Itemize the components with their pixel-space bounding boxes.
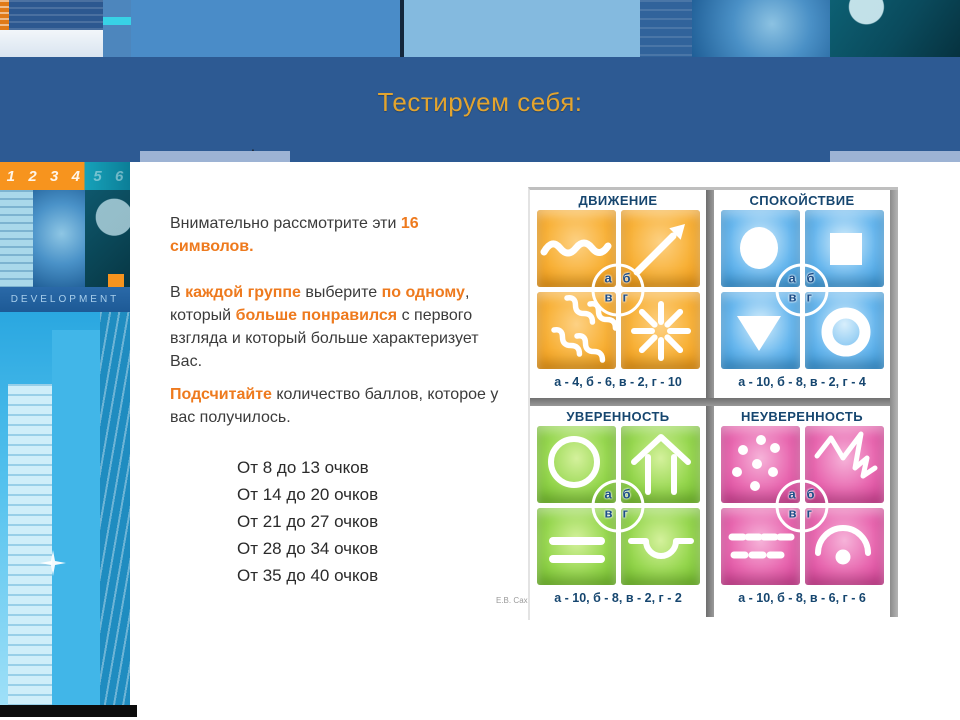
text-segment: с первого взгляда и который больше характеризует Вас. [170,307,479,370]
banner-slice-navy [640,0,692,57]
sidebar-number: 4 [71,167,81,185]
badge-letter: г [806,289,812,304]
score-range-row: От 8 до 13 очков [237,458,369,477]
author-watermark: Е.В. Сах [496,596,528,605]
group-title: УВЕРЕННОСТЬ [566,409,670,424]
symbol-group-calmness [714,190,890,389]
score-range-row: От 14 до 20 очков [237,485,379,504]
badge-letter: б [622,486,631,501]
symbol-group-insecurity [714,406,890,605]
sidebar-collage [0,162,130,705]
sidebar-number: 3 [50,167,59,185]
badge-letter: б [622,270,631,285]
score-range-row: От 21 до 27 очков [237,512,379,531]
badge-letter: а [604,270,612,285]
badge-letter: в [788,289,797,304]
accent-text: по одному [381,284,465,301]
banner-slice-cyan-accent [103,17,131,25]
badge-letter: а [788,486,796,501]
accent-text: 16 символов. [170,215,419,255]
sidebar-number: 1 [6,167,15,185]
sidebar-photo-band [0,190,130,287]
badge-letter: в [788,505,797,520]
banner-slice-orange-corner [0,0,9,30]
badge-letter: а [788,270,796,285]
symbol-group-confidence [530,406,706,605]
tower-left-facade [8,384,52,705]
symbols-test-image [528,187,898,620]
equipment-photo [0,190,33,287]
accent-text: больше понравился [235,307,398,324]
stray-dot: . [251,138,255,154]
sidebar-bottom-strip [0,705,137,717]
score-range-row: От 28 до 34 очков [237,539,379,558]
banner-slice-face-photo [692,0,830,57]
badge-letter: а [604,486,612,501]
banner-slice-light-lattice [404,0,640,57]
face-photo [33,190,85,287]
score-ranges-list [237,454,378,589]
banner-slice-white-strip [0,30,103,57]
group-score: а - 10, б - 8, в - 6, г - 6 [738,591,866,605]
page-title: Тестируем себя: [377,87,583,117]
right-shadow-bar [890,190,898,617]
sidebar-number: 6 [115,167,124,185]
sidebar-number: 5 [93,167,102,185]
sidebar-numbers-band [0,162,130,190]
group-title: ДВИЖЕНИЕ [578,193,658,208]
sidebar-number: 2 [28,167,37,185]
intro-paragraph-2 [170,281,504,373]
accent-text: каждой группе [185,284,301,301]
intro-paragraph-3 [170,383,518,429]
badge-letter: г [806,505,812,520]
intro-paragraph-1 [170,212,462,258]
badge-letter: в [604,505,613,520]
header-photo-collage [0,0,960,57]
band-corner-left [140,151,290,162]
group-title: НЕУВЕРЕННОСТЬ [741,409,863,424]
badge-letters [592,263,645,316]
group-title: СПОКОЙСТВИЕ [749,193,855,208]
banner-slice-satellite-dish [830,0,960,57]
band-corner-right [830,151,960,162]
title-band [0,57,960,162]
orange-accent-block [108,274,124,287]
group-score: а - 10, б - 8, в - 2, г - 2 [554,591,682,605]
text-segment: В [170,284,186,301]
row-divider [530,398,898,406]
accent-text: Подсчитайте [170,386,272,403]
banner-slice-building-lattice [131,0,400,57]
badge-letters [776,263,829,316]
text-segment: , который [170,284,470,324]
badge-letter: в [604,289,613,304]
satellite-photo [85,190,130,287]
badge-letter: г [622,289,628,304]
star-glint-icon [40,550,66,576]
badge-letter: г [622,505,628,520]
skyscraper-photo [0,312,130,705]
text-segment: Внимательно рассмотрите эти [170,215,401,232]
badge-letters [592,479,645,532]
badge-letters [776,479,829,532]
score-range-row: От 35 до 40 очков [237,566,379,585]
text-segment: количество баллов, которое у вас получилось. [170,386,499,426]
tower-right-facade [100,312,130,705]
badge-letter: б [806,486,815,501]
development-label: DEVELOPMENT [0,287,130,312]
group-score: а - 4, б - 6, в - 2, г - 10 [554,375,682,389]
text-segment: выберите [300,284,382,301]
badge-letter: б [806,270,815,285]
symbol-group-movement [530,190,706,389]
group-score: а - 10, б - 8, в - 2, г - 4 [738,375,866,389]
